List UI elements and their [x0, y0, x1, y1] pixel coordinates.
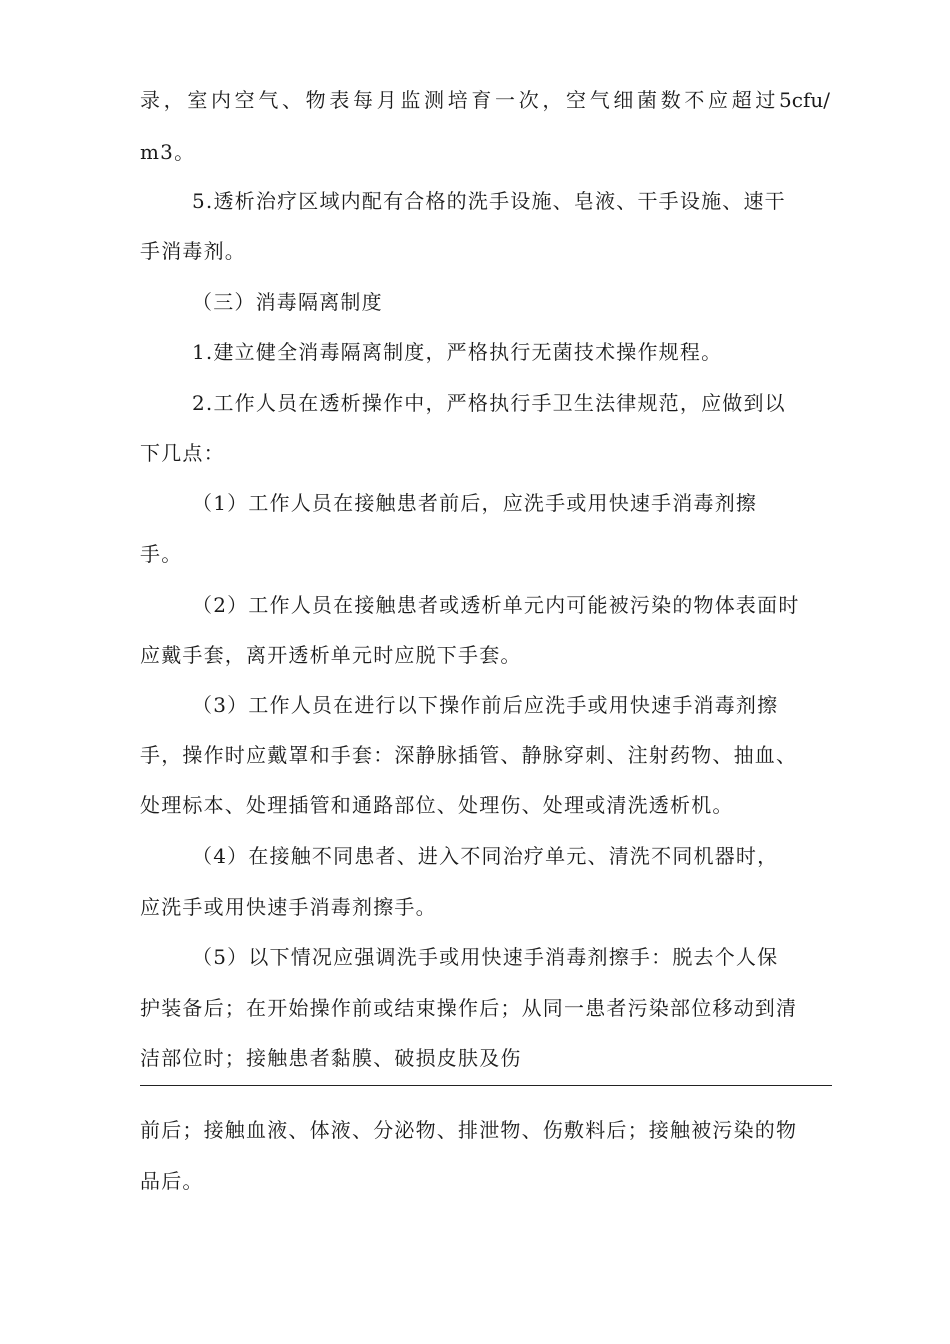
sub-item-1-line-2: 手。	[140, 542, 183, 566]
sub-item-5-line-3: 洁部位时；接触患者黏膜、破损皮肤及伤	[140, 1046, 522, 1070]
section-heading: （三）消毒隔离制度	[192, 290, 383, 314]
paragraph-5-line-1: 5.透析治疗区域内配有合格的洗手设施、皂液、干手设施、速干	[192, 189, 786, 213]
footnote-separator	[140, 1085, 832, 1086]
sub-item-2-line-1: （2）工作人员在接触患者或透析单元内可能被污染的物体表面时	[192, 593, 800, 617]
item-1: 1.建立健全消毒隔离制度，严格执行无菌技术操作规程。	[192, 340, 723, 364]
sub-item-3-line-3: 处理标本、处理插管和通路部位、处理伤、处理或清洗透析机。	[140, 793, 734, 817]
sub-item-1-line-1: （1）工作人员在接触患者前后，应洗手或用快速手消毒剂擦	[192, 491, 758, 515]
item-2-line-2: 下几点：	[140, 441, 225, 465]
item-2-line-1: 2.工作人员在透析操作中，严格执行手卫生法律规范，应做到以	[192, 391, 786, 415]
footnote-line-1: 前后；接触血液、体液、分泌物、排泄物、伤敷料后；接触被污染的物	[140, 1118, 798, 1142]
sub-item-5-line-1: （5）以下情况应强调洗手或用快速手消毒剂擦手：脱去个人保	[192, 945, 779, 969]
sub-item-3-line-1: （3）工作人员在进行以下操作前后应洗手或用快速手消毒剂擦	[192, 693, 779, 717]
body-line-2: m3。	[140, 140, 196, 164]
footnote-line-2: 品后。	[140, 1169, 204, 1193]
sub-item-4-line-1: （4）在接触不同患者、进入不同治疗单元、清洗不同机器时，	[192, 844, 779, 868]
body-line-1: 录，室内空气、物表每月监测培育一次，空气细菌数不应超过5cfu/	[140, 88, 830, 112]
paragraph-5-line-2: 手消毒剂。	[140, 239, 246, 263]
sub-item-2-line-2: 应戴手套，离开透析单元时应脱下手套。	[140, 643, 522, 667]
sub-item-3-line-2: 手，操作时应戴罩和手套：深静脉插管、静脉穿刺、注射药物、抽血、	[140, 743, 798, 767]
sub-item-4-line-2: 应洗手或用快速手消毒剂擦手。	[140, 895, 437, 919]
sub-item-5-line-2: 护装备后；在开始操作前或结束操作后；从同一患者污染部位移动到清	[140, 996, 798, 1020]
